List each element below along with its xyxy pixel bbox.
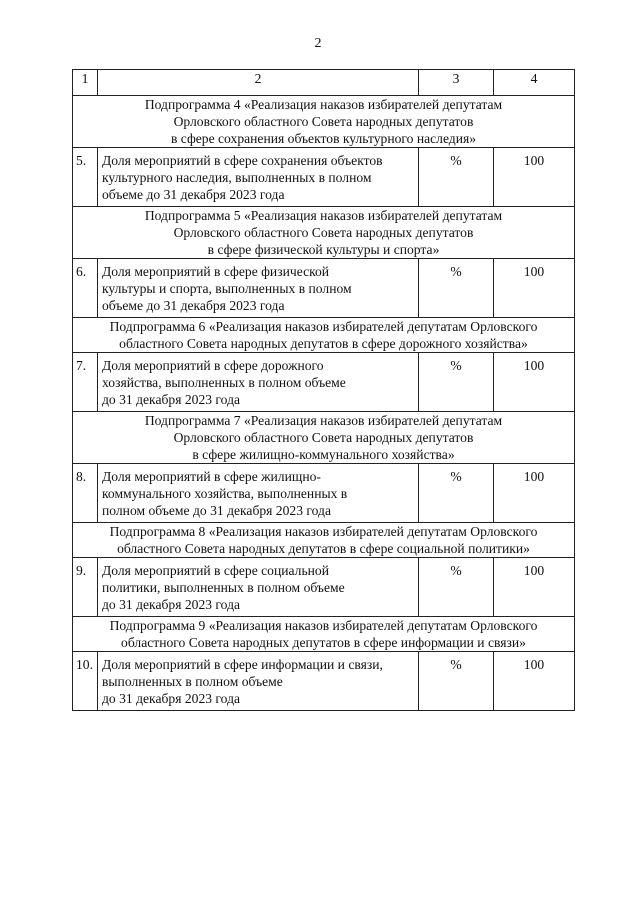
- target-value-cell: 100: [494, 558, 575, 617]
- subprogram-title: [73, 207, 575, 259]
- row-number: 9.: [73, 558, 98, 617]
- indicator-description-line: Доля мероприятий в сфере дорожного: [102, 358, 324, 373]
- target-value-cell: 100: [494, 353, 575, 412]
- indicator-description-line: до 31 декабря 2023 года: [102, 392, 241, 407]
- header-cell-4: 4: [494, 70, 575, 96]
- unit-cell: %: [419, 464, 494, 523]
- subprogram-row: [73, 96, 575, 148]
- indicator-description-line: объеме до 31 декабря 2023 года: [102, 298, 285, 313]
- indicator-description: [98, 558, 419, 617]
- subprogram-title-line: областного Совета народных депутатов в сфере дорожного хозяйства»: [119, 336, 528, 351]
- subprogram-title-line: областного Совета народных депутатов в сфере информации и связи»: [121, 635, 526, 650]
- indicator-description: [98, 652, 419, 711]
- subprogram-row: [73, 617, 575, 652]
- indicator-row: [73, 259, 575, 318]
- subprogram-title-line: в сфере физической культуры и спорта»: [207, 242, 440, 257]
- indicator-description-line: культурного наследия, выполненных в полном: [102, 170, 372, 185]
- indicator-description-line: хозяйства, выполненных в полном объеме: [102, 375, 346, 390]
- indicator-description-line: Доля мероприятий в сфере информации и связи,: [102, 657, 383, 672]
- subprogram-title-line: Подпрограмма 9 «Реализация наказов избирателей депутатам Орловского: [109, 618, 538, 633]
- subprogram-title-line: Подпрограмма 4 «Реализация наказов избирателей депутатам: [144, 97, 503, 112]
- subprogram-title-line: Орловского областного Совета народных депутатов: [173, 430, 474, 445]
- indicator-description-line: до 31 декабря 2023 года: [102, 597, 241, 612]
- indicator-row: [73, 558, 575, 617]
- row-number: 7.: [73, 353, 98, 412]
- indicator-row: [73, 464, 575, 523]
- subprogram-title-line: в сфере сохранения объектов культурного наследия»: [170, 131, 477, 146]
- row-number: 5.: [73, 148, 98, 207]
- row-number: 10.: [73, 652, 98, 711]
- subprogram-title-line: Орловского областного Совета народных депутатов: [173, 114, 474, 129]
- indicator-description-line: выполненных в полном объеме: [102, 674, 283, 689]
- indicator-description-line: культуры и спорта, выполненных в полном: [102, 281, 352, 296]
- indicator-row: [73, 353, 575, 412]
- subprogram-title-line: Подпрограмма 8 «Реализация наказов избирателей депутатам Орловского: [109, 524, 538, 539]
- subprogram-title: [73, 523, 575, 558]
- header-cell-1: 1: [73, 70, 98, 96]
- indicator-description-line: политики, выполненных в полном объеме: [102, 580, 345, 595]
- subprogram-title-line: в сфере жилищно-коммунального хозяйства»: [192, 447, 455, 462]
- row-number: 6.: [73, 259, 98, 318]
- target-value-cell: 100: [494, 652, 575, 711]
- table-header-row: [73, 70, 575, 96]
- subprogram-row: [73, 318, 575, 353]
- subprogram-row: [73, 523, 575, 558]
- unit-cell: %: [419, 353, 494, 412]
- subprogram-title-line: областного Совета народных депутатов в сфере социальной политики»: [117, 541, 530, 556]
- target-value-cell: 100: [494, 259, 575, 318]
- subprogram-row: [73, 412, 575, 464]
- indicator-description-line: коммунального хозяйства, выполненных в: [102, 486, 348, 501]
- indicator-description-line: Доля мероприятий в сфере жилищно-: [102, 469, 321, 484]
- subprogram-title-line: Подпрограмма 5 «Реализация наказов избирателей депутатам: [144, 208, 503, 223]
- unit-cell: %: [419, 652, 494, 711]
- row-number: 8.: [73, 464, 98, 523]
- target-value-cell: 100: [494, 464, 575, 523]
- subprogram-row: [73, 207, 575, 259]
- indicator-description-line: Доля мероприятий в сфере сохранения объектов: [102, 153, 383, 168]
- subprogram-title: [73, 617, 575, 652]
- indicator-description: [98, 259, 419, 318]
- indicator-description-line: полном объеме до 31 декабря 2023 года: [102, 503, 331, 518]
- subprogram-title-line: Подпрограмма 6 «Реализация наказов избирателей депутатам Орловского: [109, 319, 538, 334]
- subprogram-title: [73, 412, 575, 464]
- unit-cell: %: [419, 558, 494, 617]
- indicator-description-line: Доля мероприятий в сфере физической: [102, 264, 330, 279]
- indicator-description-line: Доля мероприятий в сфере социальной: [102, 563, 329, 578]
- subprogram-title: [73, 96, 575, 148]
- indicator-row: [73, 148, 575, 207]
- indicator-description: [98, 464, 419, 523]
- unit-cell: %: [419, 148, 494, 207]
- subprogram-title-line: Орловского областного Совета народных депутатов: [173, 225, 474, 240]
- indicator-description-line: объеме до 31 декабря 2023 года: [102, 187, 285, 202]
- indicator-description: [98, 353, 419, 412]
- subprogram-title-line: Подпрограмма 7 «Реализация наказов избирателей депутатам: [144, 413, 503, 428]
- unit-cell: %: [419, 259, 494, 318]
- target-value-cell: 100: [494, 148, 575, 207]
- indicator-row: [73, 652, 575, 711]
- subprogram-title: [73, 318, 575, 353]
- header-cell-3: 3: [419, 70, 494, 96]
- indicator-description-line: до 31 декабря 2023 года: [102, 691, 241, 706]
- header-cell-2: 2: [98, 70, 419, 96]
- indicator-description: [98, 148, 419, 207]
- page-number: 2: [314, 36, 322, 51]
- indicators-table: [72, 69, 575, 711]
